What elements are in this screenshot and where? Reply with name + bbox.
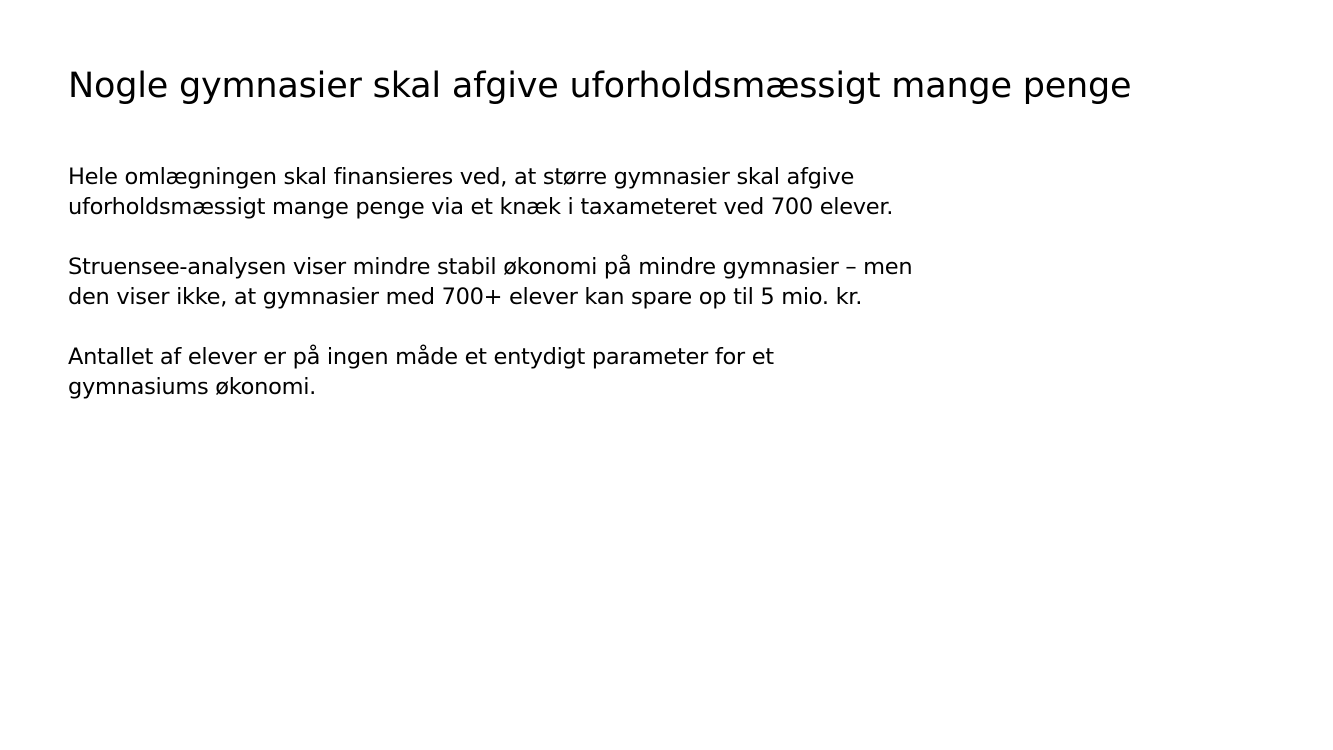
slide-title: Nogle gymnasier skal afgive uforholdsmæssigt mange penge [68, 66, 1132, 106]
body-line: Antallet af elever er på ingen måde et entydigt parameter for et [68, 344, 774, 370]
body-paragraph-3 [68, 342, 948, 402]
body-line: Hele omlægningen skal finansieres ved, at større gymnasier skal afgive [68, 164, 855, 190]
body-line: den viser ikke, at gymnasier med 700+ elever kan spare op til 5 mio. kr. [68, 284, 863, 310]
body-line: uforholdsmæssigt mange penge via et knæk i taxameteret ved 700 elever. [68, 194, 894, 220]
body-paragraph-1 [68, 162, 948, 222]
body-line: Struensee-analysen viser mindre stabil økonomi på mindre gymnasier – men [68, 254, 913, 280]
body-line: gymnasiums økonomi. [68, 374, 316, 400]
body-paragraph-2 [68, 252, 948, 312]
slide-body [68, 162, 948, 432]
